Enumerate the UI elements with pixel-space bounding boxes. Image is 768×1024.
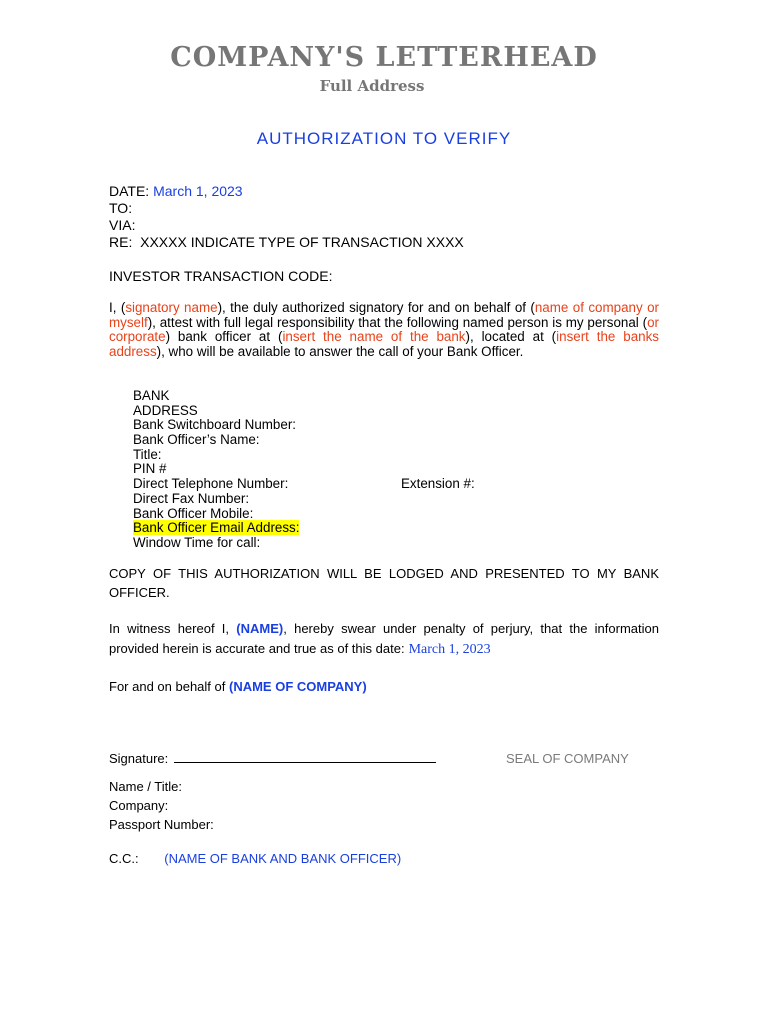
- company-placeholder: name of company or myself: [109, 300, 659, 330]
- window-time-field: Window Time for call:: [133, 534, 261, 550]
- letterhead-title: COMPANY'S LETTERHEAD: [170, 42, 598, 73]
- to-line: TO:: [109, 200, 133, 216]
- address-field: ADDRESS: [133, 402, 198, 418]
- witness-text-2: , hereby swear under penalty of perjury, that the information provided herein is accurate and true as of this date:: [109, 621, 659, 656]
- date-label: DATE:: [109, 183, 150, 199]
- corporate-placeholder: or corporate: [109, 314, 659, 345]
- witness-paragraph: [109, 619, 659, 660]
- signatory-details: [109, 777, 214, 834]
- re-value: XXXXX INDICATE TYPE OF TRANSACTION XXXX: [140, 234, 464, 250]
- cc-label: C.C.:: [109, 851, 139, 866]
- declaration-text-3: ), attest with full legal responsibility that the following named person is my personal (: [147, 314, 648, 330]
- on-behalf-line: [109, 677, 367, 696]
- re-line: [109, 234, 669, 251]
- company-name-placeholder: (NAME OF COMPANY): [228, 679, 367, 694]
- declaration-text-5: ), located at (: [465, 329, 557, 345]
- name-title-field: Name / Title:: [109, 779, 182, 794]
- witness-name-placeholder: (NAME): [236, 621, 284, 636]
- company-seal-label: SEAL OF COMPANY: [506, 751, 629, 766]
- cc-recipient: (NAME OF BANK AND BANK OFFICER): [164, 851, 402, 866]
- officer-email-row: [133, 521, 553, 536]
- date-value: March 1, 2023: [153, 183, 243, 199]
- officer-email-field: Bank Officer Email Address:: [133, 520, 300, 536]
- title-field: Title:: [133, 446, 162, 462]
- bank-details-list: [133, 389, 553, 551]
- declaration-text-4: ) bank officer at (: [165, 329, 283, 345]
- letterhead-address: Full Address: [319, 77, 425, 95]
- carbon-copy-line: [109, 849, 401, 868]
- document-title: AUTHORIZATION TO VERIFY: [256, 129, 512, 148]
- officer-mobile-field: Bank Officer Mobile:: [133, 505, 254, 521]
- officer-name-field: Bank Officer’s Name:: [133, 432, 260, 448]
- signature-label: Signature:: [109, 751, 169, 766]
- declaration-paragraph: [109, 301, 659, 360]
- declaration-text-2: ), the duly authorized signatory for and on behalf of (: [217, 300, 535, 315]
- on-behalf-label: For and on behalf of: [109, 679, 226, 694]
- bank-name-placeholder: insert the name of the bank: [282, 329, 466, 345]
- pin-field: PIN #: [133, 461, 167, 477]
- signature-blank: [174, 749, 436, 763]
- direct-telephone-row: [133, 477, 553, 492]
- bank-field: BANK: [133, 388, 170, 403]
- re-label: RE:: [109, 234, 133, 250]
- investor-transaction-code: INVESTOR TRANSACTION CODE:: [109, 268, 333, 284]
- company-field: Company:: [109, 798, 169, 813]
- date-line: [109, 183, 669, 200]
- via-line: VIA:: [109, 217, 136, 233]
- passport-number-field: Passport Number:: [109, 817, 214, 832]
- witness-date: March 1, 2023: [408, 642, 491, 657]
- extension-field: Extension #:: [401, 476, 475, 492]
- signature-line: [109, 749, 436, 768]
- declaration-text-6: ), who will be available to answer the call of your Bank Officer.: [156, 344, 524, 360]
- declaration-text-1: I, (: [109, 300, 126, 315]
- copy-notice: COPY OF THIS AUTHORIZATION WILL BE LODGED AND PRESENTED TO MY BANK OFFICER.: [109, 566, 659, 600]
- bank-address-placeholder: insert the banks address: [109, 329, 659, 360]
- direct-fax-field: Direct Fax Number:: [133, 490, 250, 506]
- signatory-placeholder: signatory name: [125, 300, 218, 315]
- witness-text-1: In witness hereof I,: [109, 621, 230, 636]
- switchboard-field: Bank Switchboard Number:: [133, 417, 296, 433]
- direct-telephone-field: Direct Telephone Number:: [133, 476, 289, 492]
- header-block: [109, 183, 669, 251]
